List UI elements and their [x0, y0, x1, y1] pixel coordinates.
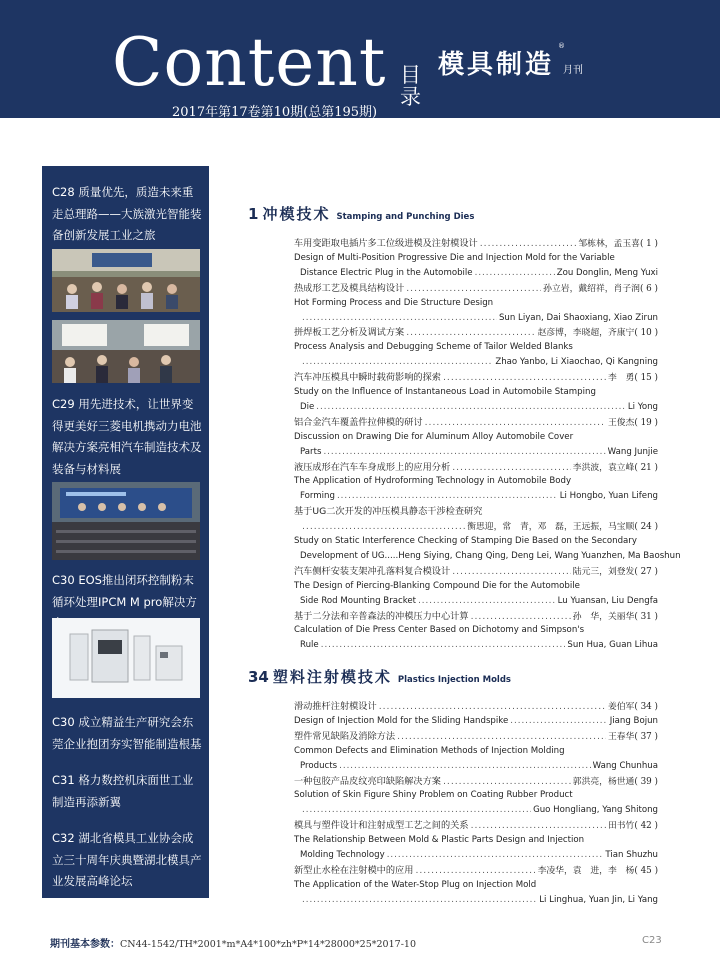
toc-entry-line: [294, 297, 658, 311]
toc-entry-line: [294, 624, 658, 638]
mulu-label: 目录: [400, 63, 421, 109]
entry-title: 拼焊板工艺分析及调试方案: [294, 327, 405, 339]
leader-dots: [339, 760, 591, 773]
entry-title: 基于UG二次开发的冲压模具静态干涉检查研究: [294, 506, 483, 518]
toc-entry-line: [300, 446, 658, 460]
entry-authors-page: 田书竹( 42 ): [607, 821, 658, 832]
entry-title: 新型止水栓在注射模中的应用: [294, 864, 414, 876]
entry-title: Die: [300, 401, 315, 412]
entry-title: 塑件常见缺陷及消除方法: [294, 730, 396, 742]
toc-entry-line[interactable]: [294, 416, 658, 430]
leader-dots: [415, 864, 535, 877]
toc-entry-line[interactable]: [294, 700, 658, 714]
entry-title: Solution of Skin Figure Shiny Problem on Coating Rubber Product: [294, 790, 573, 801]
toc-entry-line: [300, 401, 658, 415]
entry-authors-page: 陆元三，刘登发( 27 ): [572, 566, 658, 577]
section-heading: [248, 666, 511, 687]
leader-dots: [418, 595, 556, 608]
section-title-cn: 冲模技术: [262, 205, 331, 223]
leader-dots: [302, 356, 493, 369]
entry-authors-page: Sun Liyan, Dai Shaoxiang, Xiao Zirun: [498, 312, 658, 323]
sidebar-item-c32[interactable]: C32 湖北省模具工业协会成立三十周年庆典暨湖北模具产业发展高峰论坛: [52, 831, 202, 888]
toc-entry-line[interactable]: [294, 282, 658, 296]
entry-authors-page: 孙立岩，戴绍祥，肖子润( 6 ): [543, 283, 658, 294]
section-page-number: 34: [248, 668, 269, 686]
leader-dots: [406, 282, 541, 295]
entry-title: The Application of Hydroforming Technology in Automobile Body: [294, 476, 572, 487]
toc-entry-line: [294, 475, 658, 489]
toc-entry-line: [300, 804, 658, 818]
section-title-en: Plastics Injection Molds: [397, 675, 511, 685]
section-title-cn: 塑料注射模技术: [272, 668, 392, 686]
toc-entry-line[interactable]: [294, 326, 658, 340]
leader-dots: [471, 819, 606, 832]
page-number: C23: [642, 935, 662, 946]
toc-entry-line: [300, 267, 658, 281]
entry-authors-page: Jiang Bojun: [609, 715, 658, 726]
entry-authors-page: Tian Shuzhu: [605, 850, 658, 860]
toc-entry-line[interactable]: [294, 610, 658, 624]
entry-title: 模具与塑件设计和注射成型工艺之间的关系: [294, 820, 469, 832]
entry-title: Calculation of Die Press Center Based on Dichotomy and Simpson's: [294, 625, 585, 636]
entry-title: Side Rod Mounting Bracket: [300, 595, 417, 606]
toc-entry-line: [300, 312, 658, 326]
entry-title: 车用变距取电插片多工位级进模及注射模设计: [294, 238, 478, 249]
entry-authors-page: 衡思迎，常 青，邓 磊，王远振，马宝顺( 24 ): [467, 522, 658, 533]
toc-entry-line: [294, 715, 658, 729]
leader-dots: [321, 639, 566, 652]
leader-dots: [443, 775, 571, 788]
toc-entry-line: [294, 580, 658, 594]
entry-authors-page: Zou Donglin, Meng Yuxi: [556, 267, 658, 278]
entry-title: 汽车冲压模具中瞬时载荷影响的探索: [294, 372, 441, 384]
toc-entry-line[interactable]: [294, 819, 658, 833]
leader-dots: [302, 520, 465, 533]
news-sidebar: [42, 166, 209, 898]
eos-machines-photo: [52, 618, 200, 698]
entry-authors-page: 王春华( 37 ): [607, 731, 658, 742]
entry-title: Process Analysis and Debugging Scheme of Tailor Welded Blanks: [294, 342, 573, 353]
toc-entry-line[interactable]: [294, 730, 658, 744]
sidebar-item-c30-eos[interactable]: C30 EOS推出闭环控制粉末循环处理IPCM M pro解决方: [52, 573, 197, 609]
entry-authors-page: 孙 华，关丽华( 31 ): [572, 611, 658, 622]
toc-entry-line: [300, 595, 658, 609]
entry-title: Development of UG.....Heng Siying, Chang Qing, Deng Lei, Wang Yuanzhen, Ma Baoshun: [300, 550, 681, 561]
toc-entry-line: [300, 550, 681, 564]
leader-dots: [471, 610, 571, 623]
entry-title: 一种包胶产品皮纹亮印缺陷解决方案: [294, 775, 441, 787]
sidebar-item-c30-lean[interactable]: C30 成立精益生产研究会东莞企业抱团夯实智能制造根基: [52, 715, 202, 751]
leader-dots: [452, 565, 571, 578]
leader-dots: [443, 371, 606, 384]
meeting-photo-1: [52, 249, 200, 312]
entry-title: Design of Injection Mold for the Sliding Handspike: [294, 715, 509, 726]
toc-entry-line: [294, 789, 658, 803]
leader-dots: [510, 715, 607, 728]
toc-entry-line: [300, 639, 658, 653]
content-title: Content: [112, 24, 387, 101]
registered-mark: ®: [558, 42, 565, 50]
toc-entry-line[interactable]: [294, 775, 658, 789]
entry-title: Hot Forming Process and Die Structure Design: [294, 297, 494, 308]
entry-authors-page: Lu Yuansan, Liu Dengfa: [557, 595, 658, 606]
toc-entry-line: [294, 834, 658, 848]
toc-entry-line[interactable]: [294, 565, 658, 579]
entry-title: Rule: [300, 640, 319, 651]
entry-authors-page: Li Linghua, Yuan Jin, Li Yang: [539, 894, 658, 905]
journal-params-label: 期刊基本参数：: [50, 939, 120, 950]
entry-title: Parts: [300, 446, 322, 457]
toc-entry-line: [294, 341, 658, 355]
entry-authors-page: 李凌华，袁 进，李 杨( 45 ): [537, 865, 658, 876]
entry-authors-page: Sun Hua, Guan Lihua: [567, 640, 658, 651]
toc-entry-line[interactable]: [294, 505, 658, 519]
entry-authors-page: 李洪波，袁立峰( 21 ): [572, 462, 658, 473]
brand-logo: 模具制造: [438, 50, 555, 80]
leader-dots: [379, 700, 606, 713]
toc-entry-line[interactable]: [294, 461, 658, 475]
entry-authors-page: Zhao Yanbo, Li Xiaochao, Qi Kangning: [495, 357, 658, 368]
entry-authors-page: 姜伯军( 34 ): [607, 702, 658, 712]
toc-entry-line: [294, 386, 658, 400]
issue-info: 2017年第17卷第10期(总第195期): [172, 105, 378, 120]
entry-title: The Application of the Water-Stop Plug on Injection Mold: [294, 879, 537, 890]
entry-authors-page: Wang Junjie: [607, 446, 658, 457]
entry-title: The Relationship Between Mold & Plastic Parts Design and Injection: [294, 835, 585, 846]
entry-title: The Design of Piercing-Blanking Compound Die for the Automobile: [294, 580, 580, 591]
leader-dots: [475, 267, 555, 280]
entry-title: 汽车侧杆安装支架冲孔落料复合模设计: [294, 565, 451, 577]
leader-dots: [480, 237, 577, 250]
entry-title: Molding Technology: [300, 850, 385, 860]
toc-entry-line[interactable]: [294, 371, 658, 385]
leader-dots: [337, 490, 558, 503]
toc-entry-line: [300, 849, 658, 863]
entry-title: 液压成形在汽车车身成形上的应用分析: [294, 461, 451, 473]
entry-title: Forming: [300, 491, 335, 502]
leader-dots: [323, 446, 605, 459]
toc-entry-line: [300, 760, 658, 774]
entry-authors-page: Wang Chunhua: [592, 760, 658, 771]
entry-authors-page: 赵彦博，李晓超，齐康宁( 10 ): [537, 328, 658, 339]
toc-entry-line: [300, 490, 658, 504]
leader-dots: [302, 894, 537, 907]
leader-dots: [425, 416, 606, 429]
journal-params: [50, 935, 416, 950]
entry-title: 铝合金汽车覆盖件拉伸模的研讨: [294, 416, 423, 428]
leader-dots: [316, 401, 626, 414]
journal-params-value: CN44-1542/TH*2001*m*A4*100*zh*P*14*28000*25*2017-10: [120, 939, 416, 950]
toc-entry-line: [294, 535, 658, 549]
entry-authors-page: 郭洪亮，杨世通( 39 ): [572, 776, 658, 787]
toc-entry-line: [300, 520, 658, 534]
entry-authors-page: 王俊杰( 19 ): [607, 417, 658, 428]
leader-dots: [302, 312, 497, 325]
monthly-label: 月刊: [563, 65, 583, 76]
conference-stage-photo: [52, 482, 200, 560]
sidebar-item-c31[interactable]: C31 格力数控机床面世工业制造再添新翼: [52, 773, 194, 809]
toc-entry-line: [294, 879, 658, 893]
toc-entry-line[interactable]: [294, 864, 658, 878]
section-heading: [248, 203, 474, 224]
toc-entry-line: [300, 894, 658, 908]
entry-authors-page: 李 勇( 15 ): [607, 373, 658, 384]
entry-title: Common Defects and Elimination Methods of Injection Molding: [294, 745, 565, 756]
toc-entry-line: [294, 252, 658, 266]
entry-title: Design of Multi-Position Progressive Die and Injection Mold for the Variable: [294, 252, 615, 263]
entry-authors-page: 邹栋林，孟玉喜( 1 ): [578, 239, 658, 249]
toc-entry-line: [294, 745, 658, 759]
entry-authors-page: Li Hongbo, Yuan Lifeng: [559, 491, 658, 502]
toc-entry-line[interactable]: [294, 237, 658, 251]
sidebar-item-c29[interactable]: C29 用先进技术，让世界变得更美好三菱电机携动力电池解决方案亮相汽车制造技术及装备与材料展: [52, 397, 202, 476]
toc-entry-line: [294, 431, 658, 445]
entry-authors-page: Li Yong: [627, 401, 658, 412]
header-band: [0, 0, 720, 118]
entry-title: Discussion on Drawing Die for Aluminum Alloy Automobile Cover: [294, 431, 574, 442]
leader-dots: [387, 849, 604, 862]
leader-dots: [452, 461, 571, 474]
entry-title: Distance Electric Plug in the Automobile: [300, 267, 473, 278]
leader-dots: [397, 730, 606, 743]
entry-title: Study on Static Interference Checking of Stamping Die Based on the Secondary: [294, 536, 637, 546]
entry-title: 基于二分法和辛普森法的冲模压力中心计算: [294, 610, 469, 622]
entry-title: Study on the Influence of Instantaneous Load in Automobile Stamping: [294, 387, 596, 397]
sidebar-item-c28[interactable]: C28 质量优先，质造未来重走总理路——大族激光智能装备创新发展工业之旅: [52, 185, 202, 242]
leader-dots: [302, 804, 531, 817]
section-page-number: 1: [248, 205, 259, 223]
leader-dots: [406, 326, 535, 339]
entry-title: Products: [300, 760, 338, 771]
toc-entry-line: [300, 356, 658, 370]
entry-authors-page: Guo Hongliang, Yang Shitong: [533, 805, 658, 816]
entry-title: 热成形工艺及模具结构设计: [294, 282, 405, 294]
section-title-en: Stamping and Punching Dies: [336, 212, 475, 222]
entry-title: 滑动推杆注射模设计: [294, 701, 377, 712]
meeting-photo-2: [52, 320, 200, 383]
